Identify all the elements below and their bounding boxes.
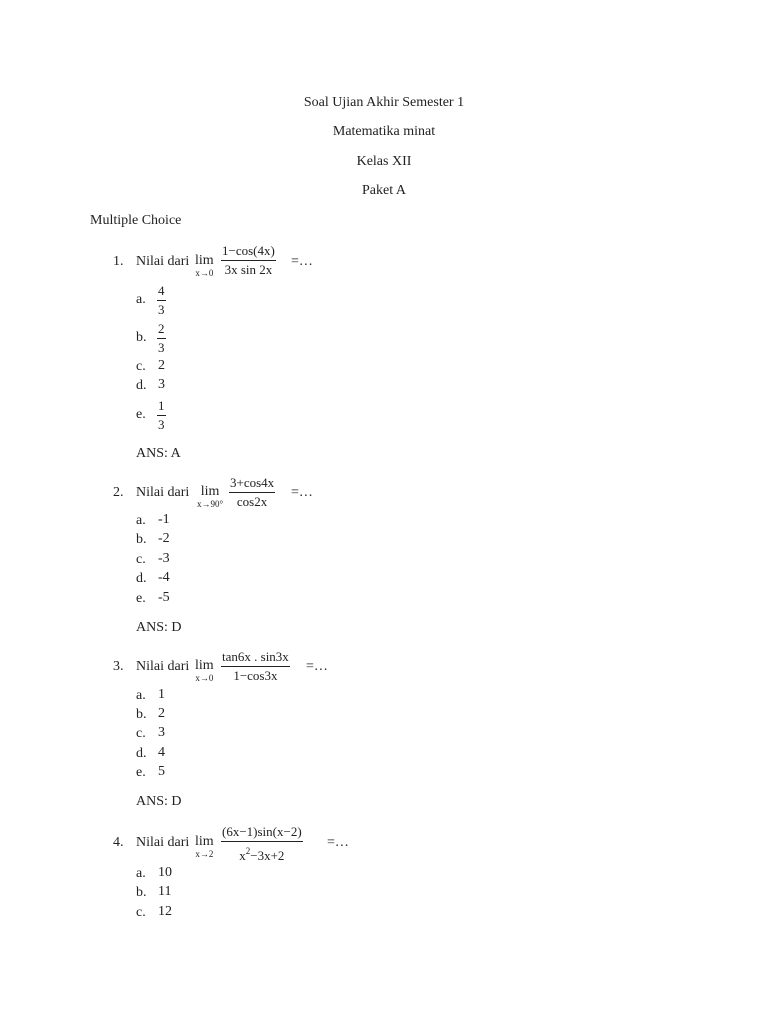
equals-ellipsis: =… xyxy=(291,254,313,269)
question-number: 1. xyxy=(113,254,124,269)
option-letter: c. xyxy=(136,905,146,920)
fraction-denominator xyxy=(221,841,303,864)
document-title: Soal Ujian Akhir Semester 1 xyxy=(303,95,465,110)
equals-ellipsis: =… xyxy=(306,659,328,674)
option-letter: d. xyxy=(136,378,147,393)
option-text: 2 xyxy=(158,358,165,373)
limit-operator xyxy=(195,834,214,859)
option-letter: a. xyxy=(136,292,146,307)
lim-subscript: x→0 xyxy=(195,673,214,683)
denominator-exponent: 2 xyxy=(245,846,251,856)
option-letter: d. xyxy=(136,571,147,586)
subject-line: Matematika minat xyxy=(332,124,436,139)
option-fraction xyxy=(157,398,166,433)
question-number: 4. xyxy=(113,835,124,850)
option-letter: a. xyxy=(136,688,146,703)
fraction-numerator: 4 xyxy=(158,283,165,298)
option-letter: a. xyxy=(136,866,146,881)
fraction-denominator: 3x sin 2x xyxy=(221,260,276,278)
fraction-numerator: 2 xyxy=(158,321,165,336)
option-letter: b. xyxy=(136,707,147,722)
question-fraction xyxy=(221,824,303,864)
lim-subscript: x→90° xyxy=(197,499,224,509)
fraction-numerator: tan6x . sin3x xyxy=(222,649,289,664)
fraction-denominator: 3 xyxy=(158,417,165,432)
option-text: 3 xyxy=(158,725,165,740)
option-text: 4 xyxy=(158,745,165,760)
answer-key: ANS: D xyxy=(136,794,182,809)
option-text: 12 xyxy=(158,904,172,919)
class-line: Kelas XII xyxy=(356,154,412,169)
packet-line: Paket A xyxy=(362,183,406,198)
option-letter: a. xyxy=(136,513,146,528)
answer-key: ANS: D xyxy=(136,620,182,635)
option-text: -3 xyxy=(158,551,170,566)
question-prompt: Nilai dari xyxy=(136,659,190,674)
option-letter: b. xyxy=(136,885,147,900)
option-text: -5 xyxy=(158,590,170,605)
question-number: 2. xyxy=(113,485,124,500)
denominator-rest: −3x+2 xyxy=(250,848,285,863)
option-letter: c. xyxy=(136,552,146,567)
option-text: 3 xyxy=(158,377,165,392)
fraction-numerator: 3+cos4x xyxy=(230,475,275,490)
fraction-numerator: 1−cos(4x) xyxy=(222,243,275,258)
lim-word: lim xyxy=(200,484,220,499)
lim-word: lim xyxy=(195,658,214,673)
fraction-denominator: 3 xyxy=(158,340,165,355)
option-letter: d. xyxy=(136,746,147,761)
option-letter: c. xyxy=(136,726,146,741)
fraction-numerator: (6x−1)sin(x−2) xyxy=(222,824,302,839)
fraction-denominator: cos2x xyxy=(229,492,275,510)
lim-subscript: x→0 xyxy=(195,268,214,278)
option-text: 11 xyxy=(158,884,172,899)
lim-word: lim xyxy=(195,834,214,849)
option-text: 1 xyxy=(158,687,165,702)
option-text: -4 xyxy=(158,570,170,585)
denominator-base: x xyxy=(239,848,246,863)
option-fraction xyxy=(157,283,166,318)
option-letter: b. xyxy=(136,330,147,345)
option-letter: e. xyxy=(136,765,146,780)
option-letter: b. xyxy=(136,532,147,547)
question-prompt: Nilai dari xyxy=(136,835,190,850)
answer-key: ANS: A xyxy=(136,446,181,461)
fraction-numerator: 1 xyxy=(158,398,165,413)
question-fraction xyxy=(229,475,275,510)
fraction-denominator: 3 xyxy=(158,302,165,317)
option-text: 10 xyxy=(158,865,172,880)
option-letter: e. xyxy=(136,591,146,606)
limit-operator xyxy=(195,658,214,683)
fraction-denominator: 1−cos3x xyxy=(221,666,290,684)
section-title: Multiple Choice xyxy=(90,213,182,228)
question-fraction xyxy=(221,243,276,278)
limit-operator xyxy=(197,484,223,509)
lim-subscript: x→2 xyxy=(195,849,214,859)
equals-ellipsis: =… xyxy=(291,485,313,500)
option-fraction xyxy=(157,321,166,356)
option-text: -1 xyxy=(158,512,170,527)
limit-operator xyxy=(195,253,214,278)
equals-ellipsis: =… xyxy=(327,835,349,850)
question-number: 3. xyxy=(113,659,124,674)
option-text: 2 xyxy=(158,706,165,721)
question-prompt: Nilai dari xyxy=(136,485,190,500)
option-letter: c. xyxy=(136,359,146,374)
question-prompt: Nilai dari xyxy=(136,254,190,269)
question-fraction xyxy=(221,649,290,684)
option-text: 5 xyxy=(158,764,165,779)
option-text: -2 xyxy=(158,531,170,546)
lim-word: lim xyxy=(195,253,214,268)
option-letter: e. xyxy=(136,407,146,422)
